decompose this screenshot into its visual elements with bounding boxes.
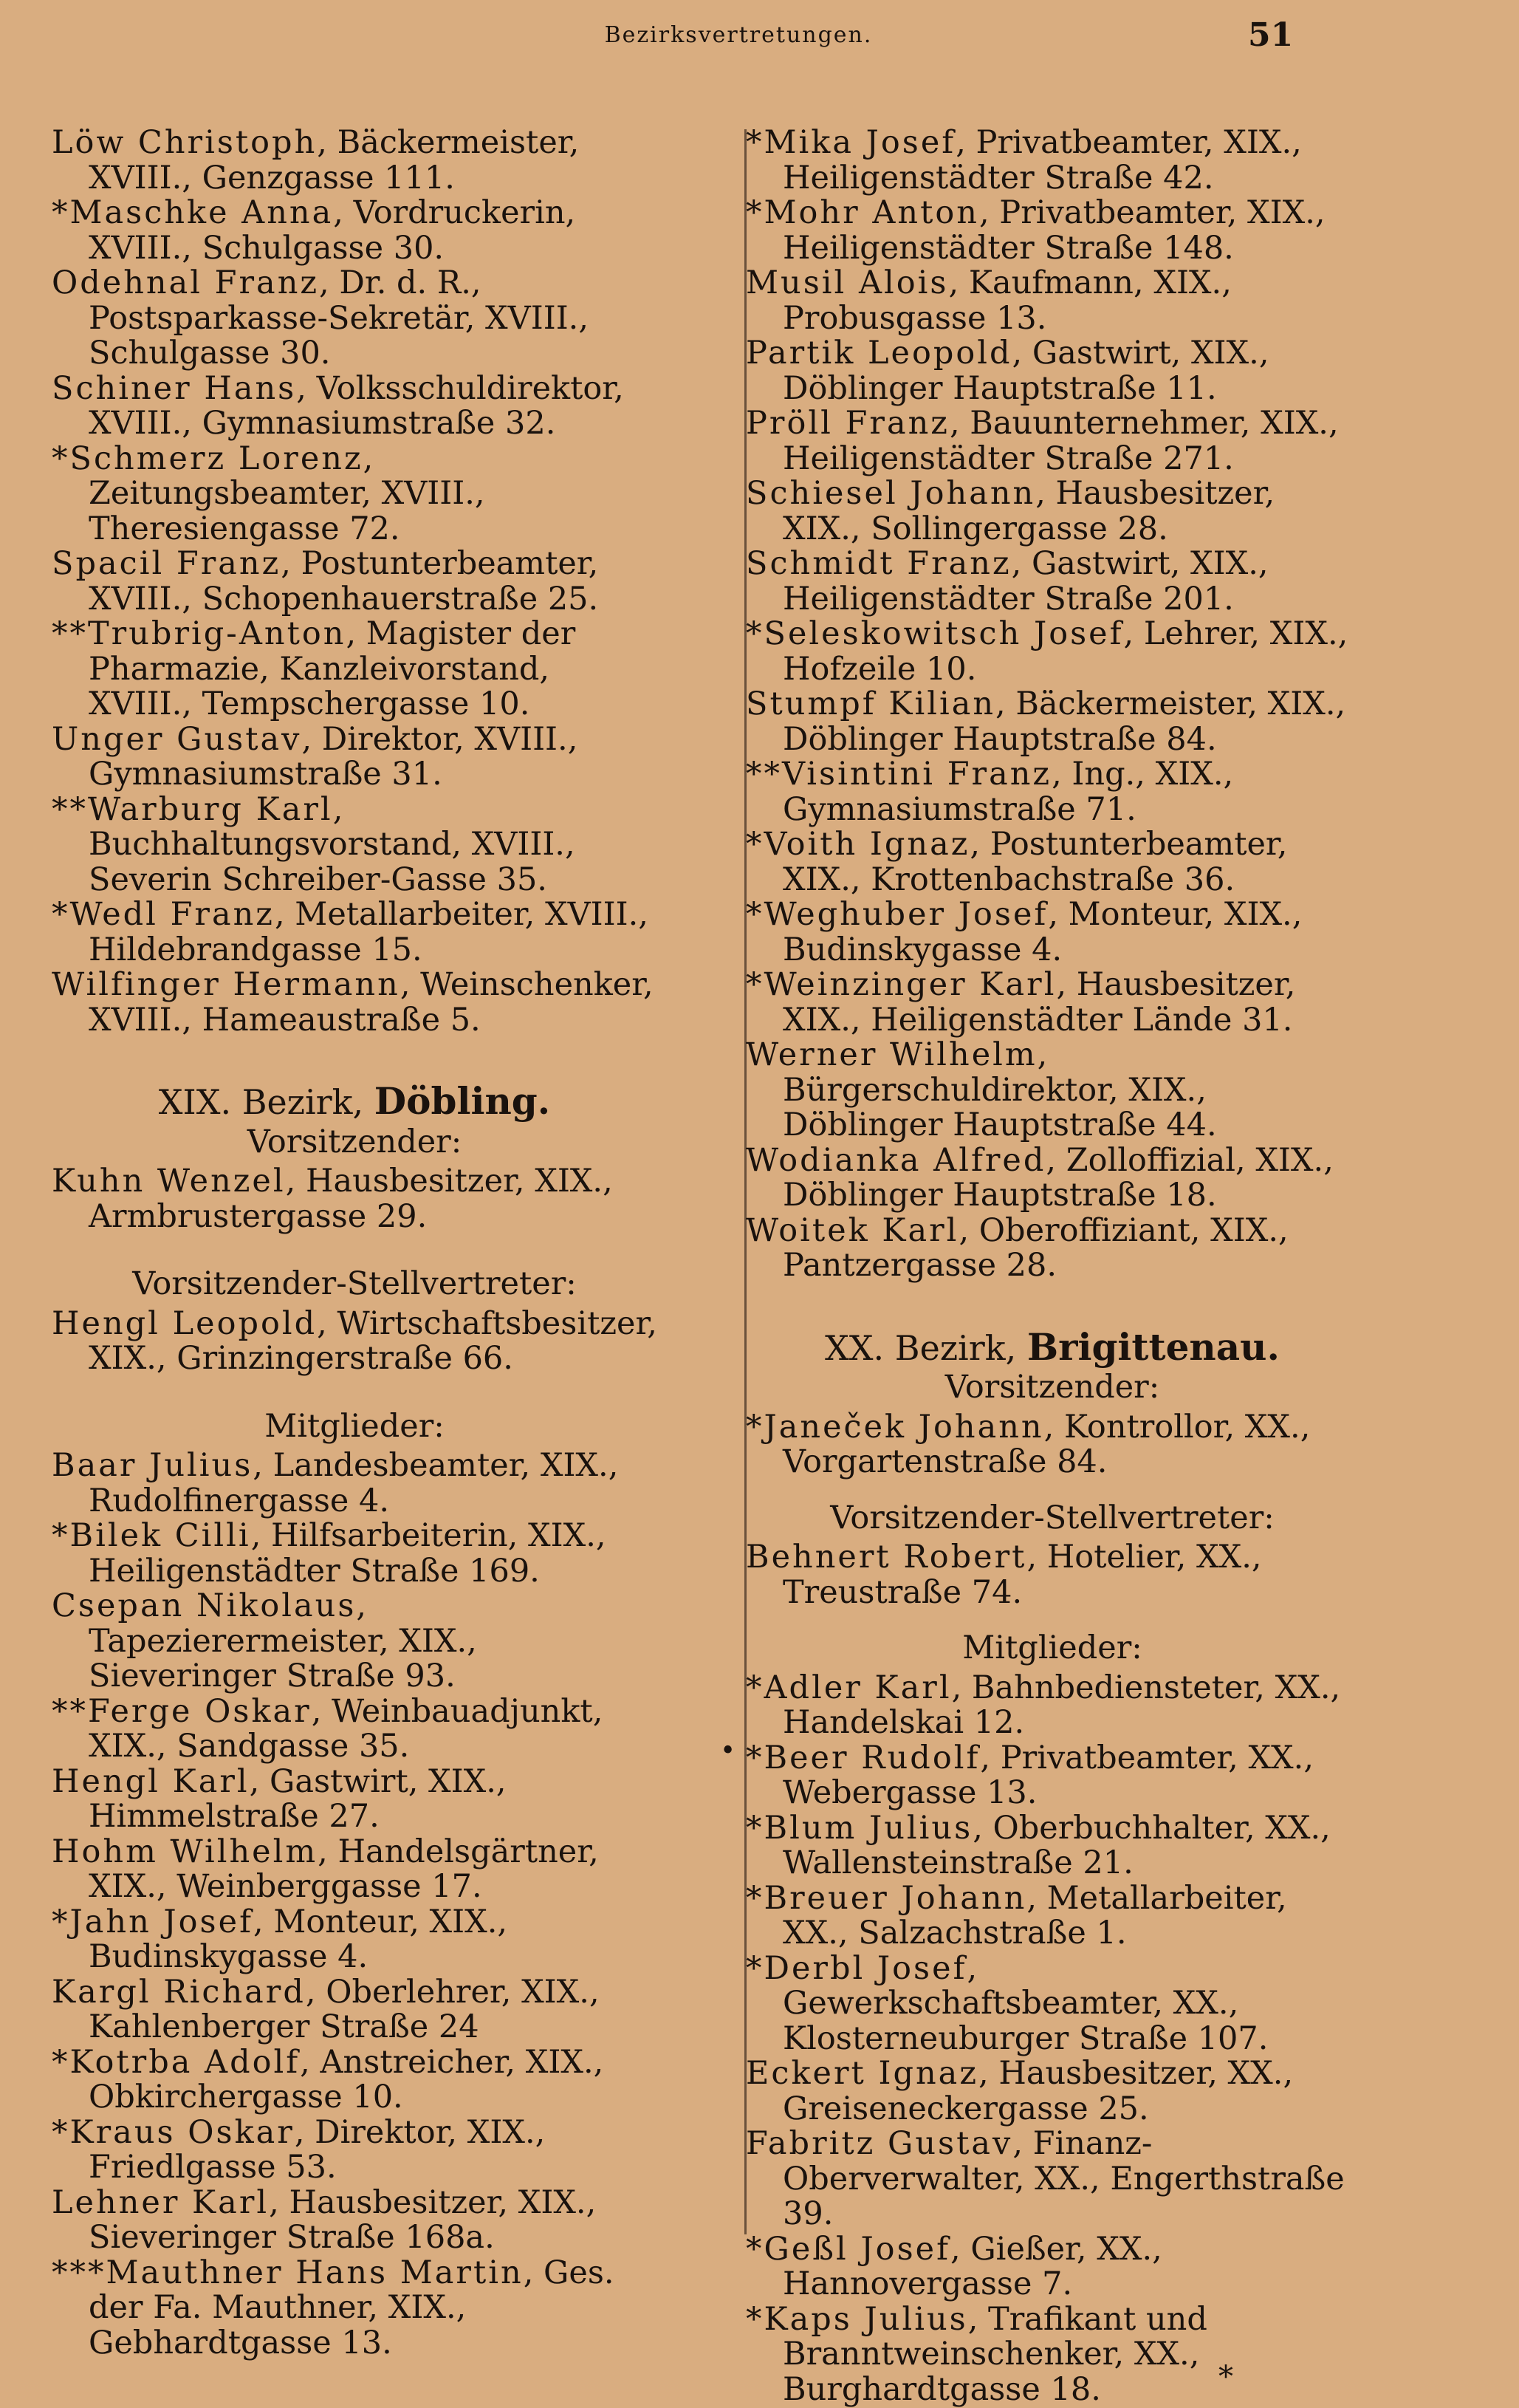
directory-entry (746, 196, 1359, 266)
entry-name: *Kotrba Adolf (52, 2043, 301, 2081)
deputy-list (746, 1540, 1359, 1610)
entry-details: , Privatbeamter, XIX., Heiligenstädter Straße 42. (783, 124, 1302, 196)
left-column (52, 126, 657, 2361)
directory-entry (746, 1671, 1359, 1741)
deputy-label: Vorsitzender-Stellvertreter: (830, 1499, 1275, 1536)
entry-details: , Bahnbediensteter, XX., Handelskai 12. (783, 1669, 1341, 1741)
entry-details: , Hausbesitzer, XIX., Armbrustergasse 29. (89, 1163, 613, 1235)
directory-entry (52, 196, 657, 266)
directory-entry (52, 369, 657, 442)
directory-entry (746, 1038, 1359, 1143)
directory-entry (746, 547, 1359, 617)
directory-entry (746, 1949, 1359, 2057)
entry-name: Hohm Wilhelm (52, 1833, 318, 1870)
entry-details: , Metallarbeiter, XVIII., Hildebrandgasse 15. (89, 896, 648, 968)
chair-list (52, 1164, 657, 1234)
entry-details: , Lehrer, XIX., Hofzeile 10. (783, 615, 1348, 688)
directory-entry (52, 897, 657, 968)
section-heading-prefix: XIX. Bezirk, (158, 1082, 374, 1122)
directory-entry (746, 827, 1359, 897)
directory-entry (52, 266, 657, 372)
entry-name: Pröll Franz (746, 405, 950, 442)
entry-details: , Dr. d. R., Postsparkasse-Sekretär, XVIII., Schulgasse 30. (89, 264, 589, 372)
directory-entry (52, 2045, 657, 2115)
entry-name: *Wedl Franz (52, 896, 275, 933)
entry-details: , Kaufmann, XIX., Probusgasse 13. (783, 264, 1232, 337)
entry-details: , Bürgerschuldirektor, XIX., Döblinger Hauptstraße 44. (783, 1036, 1217, 1143)
entry-name: **Trubrig-Anton (52, 615, 346, 652)
entry-name: *Derbl Josef (746, 1949, 967, 1987)
directory-entry (52, 2256, 657, 2361)
chair-label: Vorsitzender: (247, 1123, 462, 1160)
running-head: Bezirksvertretungen. (604, 22, 873, 48)
directory-entry (52, 1448, 657, 1519)
deputy-list (52, 1304, 657, 1377)
members-label: Mitglieder: (962, 1629, 1142, 1666)
members-label: Mitglieder: (264, 1407, 445, 1445)
directory-entry (52, 617, 657, 722)
entry-name: Löw Christoph (52, 124, 318, 161)
entry-name: Unger Gustav (52, 720, 302, 758)
entry-name: Spacil Franz (52, 545, 281, 582)
entry-list (746, 126, 1359, 1284)
entry-details: , Zeitungsbeamter, XVIII., Theresiengasse 72. (89, 439, 485, 547)
entry-name: *Kraus Oskar (52, 2113, 295, 2151)
deputy-label: Vorsitzender-Stellvertreter: (132, 1265, 577, 1302)
entry-name: Kargl Richard (52, 1973, 306, 2011)
entry-details: , Gastwirt, XIX., Heiligenstädter Straße 201. (783, 545, 1269, 618)
entry-details: , Hotelier, XX., Treustraße 74. (783, 1539, 1262, 1611)
entry-details: , Hausbesitzer, XIX., Sieveringer Straße 168a. (89, 2183, 597, 2256)
entry-details: , Trafikant und Branntweinschenker, XX., Burghardtgasse 18. (783, 2300, 1207, 2408)
entry-details: , Monteur, XIX., Budinskygasse 4. (783, 896, 1303, 968)
members-list (52, 1448, 657, 2361)
entry-details: , Gießer, XX., Hannovergasse 7. (783, 2230, 1162, 2302)
directory-entry (746, 617, 1359, 687)
entry-name: Woitek Karl (746, 1211, 959, 1249)
entry-details: , Wirtschaftsbesitzer, XIX., Grinzingerstraße 66. (89, 1304, 657, 1377)
entry-name: **Visintini Franz (746, 756, 1052, 793)
entry-name: *Weghuber Josef (746, 896, 1049, 933)
entry-details: , Buchhaltungsvorstand, XVIII., Severin Schreiber-Gasse 35. (89, 790, 575, 898)
entry-name: Partik Leopold (746, 335, 1012, 372)
directory-entry (52, 2115, 657, 2186)
entry-name: *Breuer Johann (746, 1879, 1027, 1917)
entry-details: , Ges. der Fa. Mauthner, XIX., Gebhardtgasse 13. (89, 2254, 614, 2361)
entry-details: , Landesbeamter, XIX., Rudolfinergasse 4. (89, 1447, 619, 1519)
entry-name: **Ferge Oskar (52, 1692, 312, 1730)
directory-entry (746, 2232, 1359, 2302)
section-heading-xx (746, 1324, 1359, 1369)
directory-entry (746, 687, 1359, 757)
entry-name: *Jahn Josef (52, 1903, 253, 1940)
section-heading-prefix: XX. Bezirk, (825, 1327, 1027, 1368)
directory-entry (746, 406, 1359, 476)
entry-name: Schmidt Franz (746, 545, 1012, 582)
directory-entry (746, 1143, 1359, 1214)
entry-details: , Oberbuchhalter, XX., Wallensteinstraße 21. (783, 1809, 1331, 1881)
entry-details: , Monteur, XIX., Budinskygasse 4. (89, 1903, 508, 1975)
entry-details: , Gewerkschaftsbeamter, XX., Klosterneuburger Straße 107. (783, 1949, 1269, 2057)
entry-name: *Schmerz Lorenz (52, 439, 363, 477)
directory-entry (52, 968, 657, 1038)
entry-name: *Bilek Cilli (52, 1517, 251, 1554)
right-column (746, 126, 1359, 2407)
entry-name: *Weinzinger Karl (746, 966, 1057, 1003)
directory-entry (52, 126, 657, 196)
entry-name: Odehnal Franz (52, 264, 320, 301)
section-heading-xix (52, 1079, 657, 1123)
entry-details: , Magister der Pharmazie, Kanzleivorstand, XVIII., Tempschergasse 10. (89, 615, 576, 722)
members-list (746, 1671, 1359, 2408)
entry-details: , Gastwirt, XIX., Döblinger Hauptstraße 11. (783, 335, 1269, 407)
entry-details: , Vordruckerin, XVIII., Schulgasse 30. (89, 194, 576, 267)
entry-name: *Maschke Anna (52, 194, 334, 231)
entry-details: , Gastwirt, XIX., Himmelstraße 27. (89, 1762, 507, 1835)
section-heading-district: Döbling. (374, 1079, 551, 1123)
entry-details: , Hausbesitzer, XIX., Heiligenstädter Lände 31. (783, 966, 1296, 1039)
directory-entry (52, 1164, 657, 1234)
directory-entry (746, 336, 1359, 406)
entry-name: **Warburg Karl (52, 790, 333, 828)
directory-entry (52, 1835, 657, 1905)
entry-details: , Hausbesitzer, XIX., Sollingergasse 28. (783, 475, 1275, 547)
directory-entry (52, 722, 657, 793)
entry-name: *Geßl Josef (746, 2230, 950, 2268)
entry-name: Schiesel Johann (746, 475, 1036, 512)
entry-details: , Volksschuldirektor, XVIII., Gymnasiumstraße 32. (89, 369, 624, 442)
entry-name: Baar Julius (52, 1447, 253, 1484)
directory-entry (746, 126, 1359, 196)
directory-entry (746, 1881, 1359, 1952)
directory-entry (746, 1540, 1359, 1610)
directory-entry (52, 1975, 657, 2045)
entry-name: Fabritz Gustav (746, 2125, 1013, 2162)
entry-name: Hengl Karl (52, 1762, 250, 1800)
directory-entry (746, 266, 1359, 336)
entry-details: , Finanz-Oberverwalter, XX., Engerthstraße 39. (783, 2125, 1345, 2232)
entry-name: Wilfinger Hermann (52, 966, 400, 1003)
entry-name: *Voith Ignaz (746, 826, 970, 863)
footer-mark: * (1218, 2360, 1233, 2394)
entry-name: Behnert Robert (746, 1539, 1027, 1576)
entry-list (52, 126, 657, 1038)
entry-details: , Bauunternehmer, XIX., Heiligenstädter Straße 271. (783, 405, 1339, 477)
entry-details: , Bäckermeister, XIX., Döblinger Hauptstraße 84. (783, 685, 1346, 758)
directory-entry (746, 1410, 1359, 1480)
entry-details: , Zolloffizial, XIX., Döblinger Hauptstraße 18. (783, 1141, 1334, 1214)
directory-entry (746, 757, 1359, 827)
entry-name: *Adler Karl (746, 1669, 952, 1706)
directory-entry (52, 1762, 657, 1835)
entry-details: , Kontrollor, XX., Vorgartenstraße 84. (783, 1408, 1311, 1480)
entry-details: , Postunterbeamter, XIX., Krottenbachstraße 36. (783, 826, 1288, 898)
directory-entry (746, 1211, 1359, 1284)
entry-details: , Weinbauadjunkt, XIX., Sandgasse 35. (89, 1692, 603, 1765)
entry-details: , Hausbesitzer, XX., Greiseneckergasse 25. (783, 2055, 1294, 2127)
entry-details: , Anstreicher, XIX., Obkirchergasse 10. (89, 2043, 604, 2115)
entry-details: , Bäckermeister, XVIII., Genzgasse 111. (89, 124, 580, 196)
directory-entry (52, 790, 657, 898)
entry-details: , Direktor, XVIII., Gymnasiumstraße 31. (89, 720, 578, 793)
entry-name: *Janeček Johann (746, 1408, 1044, 1446)
section-heading-district: Brigittenau. (1026, 1324, 1280, 1369)
directory-entry (746, 2302, 1359, 2408)
directory-entry (52, 1519, 657, 1589)
stray-dot: • (720, 1736, 736, 1766)
entry-name: Schiner Hans (52, 369, 297, 407)
directory-entry (52, 1905, 657, 1975)
directory-entry (52, 547, 657, 617)
directory-entry (52, 1694, 657, 1765)
entry-details: , Postunterbeamter, XVIII., Schopenhauerstraße 25. (89, 545, 599, 618)
entry-name: Hengl Leopold (52, 1304, 318, 1342)
entry-details: , Weinschenker, XVIII., Hameaustraße 5. (89, 966, 654, 1039)
entry-details: , Oberlehrer, XIX., Kahlenberger Straße 24 (89, 1973, 600, 2045)
directory-entry (52, 439, 657, 547)
directory-entry (746, 2127, 1359, 2232)
entry-name: *Kaps Julius (746, 2300, 968, 2338)
entry-name: Werner Wilhelm (746, 1036, 1038, 1073)
entry-details: , Hilfsarbeiterin, XIX., Heiligenstädter Straße 169. (89, 1517, 606, 1590)
entry-name: Csepan Nikolaus (52, 1587, 357, 1624)
directory-entry (52, 1304, 657, 1377)
entry-name: *Mohr Anton (746, 194, 979, 231)
directory-entry (746, 897, 1359, 968)
entry-name: *Blum Julius (746, 1809, 973, 1847)
entry-details: , Tapezierermeister, XIX., Sieveringer Straße 93. (89, 1587, 477, 1694)
chair-label: Vorsitzender: (944, 1369, 1160, 1406)
entry-details: , Direktor, XIX., Friedlgasse 53. (89, 2113, 546, 2186)
entry-name: ***Mauthner Hans Martin (52, 2254, 524, 2291)
entry-name: Eckert Ignaz (746, 2055, 978, 2092)
entry-name: Musil Alois (746, 264, 949, 301)
directory-entry (746, 1811, 1359, 1881)
entry-name: Wodianka Alfred (746, 1141, 1046, 1179)
entry-name: Stumpf Kilian (746, 685, 996, 722)
entry-name: *Mika Josef (746, 124, 956, 161)
entry-details: , Handelsgärtner, XIX., Weinberggasse 17. (89, 1833, 599, 1905)
page-number: 51 (1248, 16, 1294, 54)
directory-entry (746, 2056, 1359, 2127)
entry-name: Kuhn Wenzel (52, 1163, 286, 1200)
directory-entry (52, 2183, 657, 2256)
entry-name: Lehner Karl (52, 2183, 270, 2221)
entry-name: *Seleskowitsch Josef (746, 615, 1124, 652)
entry-name: *Beer Rudolf (746, 1739, 981, 1776)
entry-details: , Ing., XIX., Gymnasiumstraße 71. (783, 756, 1234, 828)
directory-entry (746, 1741, 1359, 1811)
directory-entry (746, 968, 1359, 1038)
entry-details: , Privatbeamter, XIX., Heiligenstädter Straße 148. (783, 194, 1326, 267)
chair-list (746, 1410, 1359, 1480)
entry-details: , Oberoffiziant, XIX., Pantzergasse 28. (783, 1211, 1289, 1284)
directory-entry (746, 476, 1359, 547)
directory-entry (52, 1589, 657, 1694)
entry-details: , Privatbeamter, XX., Webergasse 13. (783, 1739, 1314, 1811)
entry-details: , Metallarbeiter, XX., Salzachstraße 1. (783, 1879, 1287, 1952)
